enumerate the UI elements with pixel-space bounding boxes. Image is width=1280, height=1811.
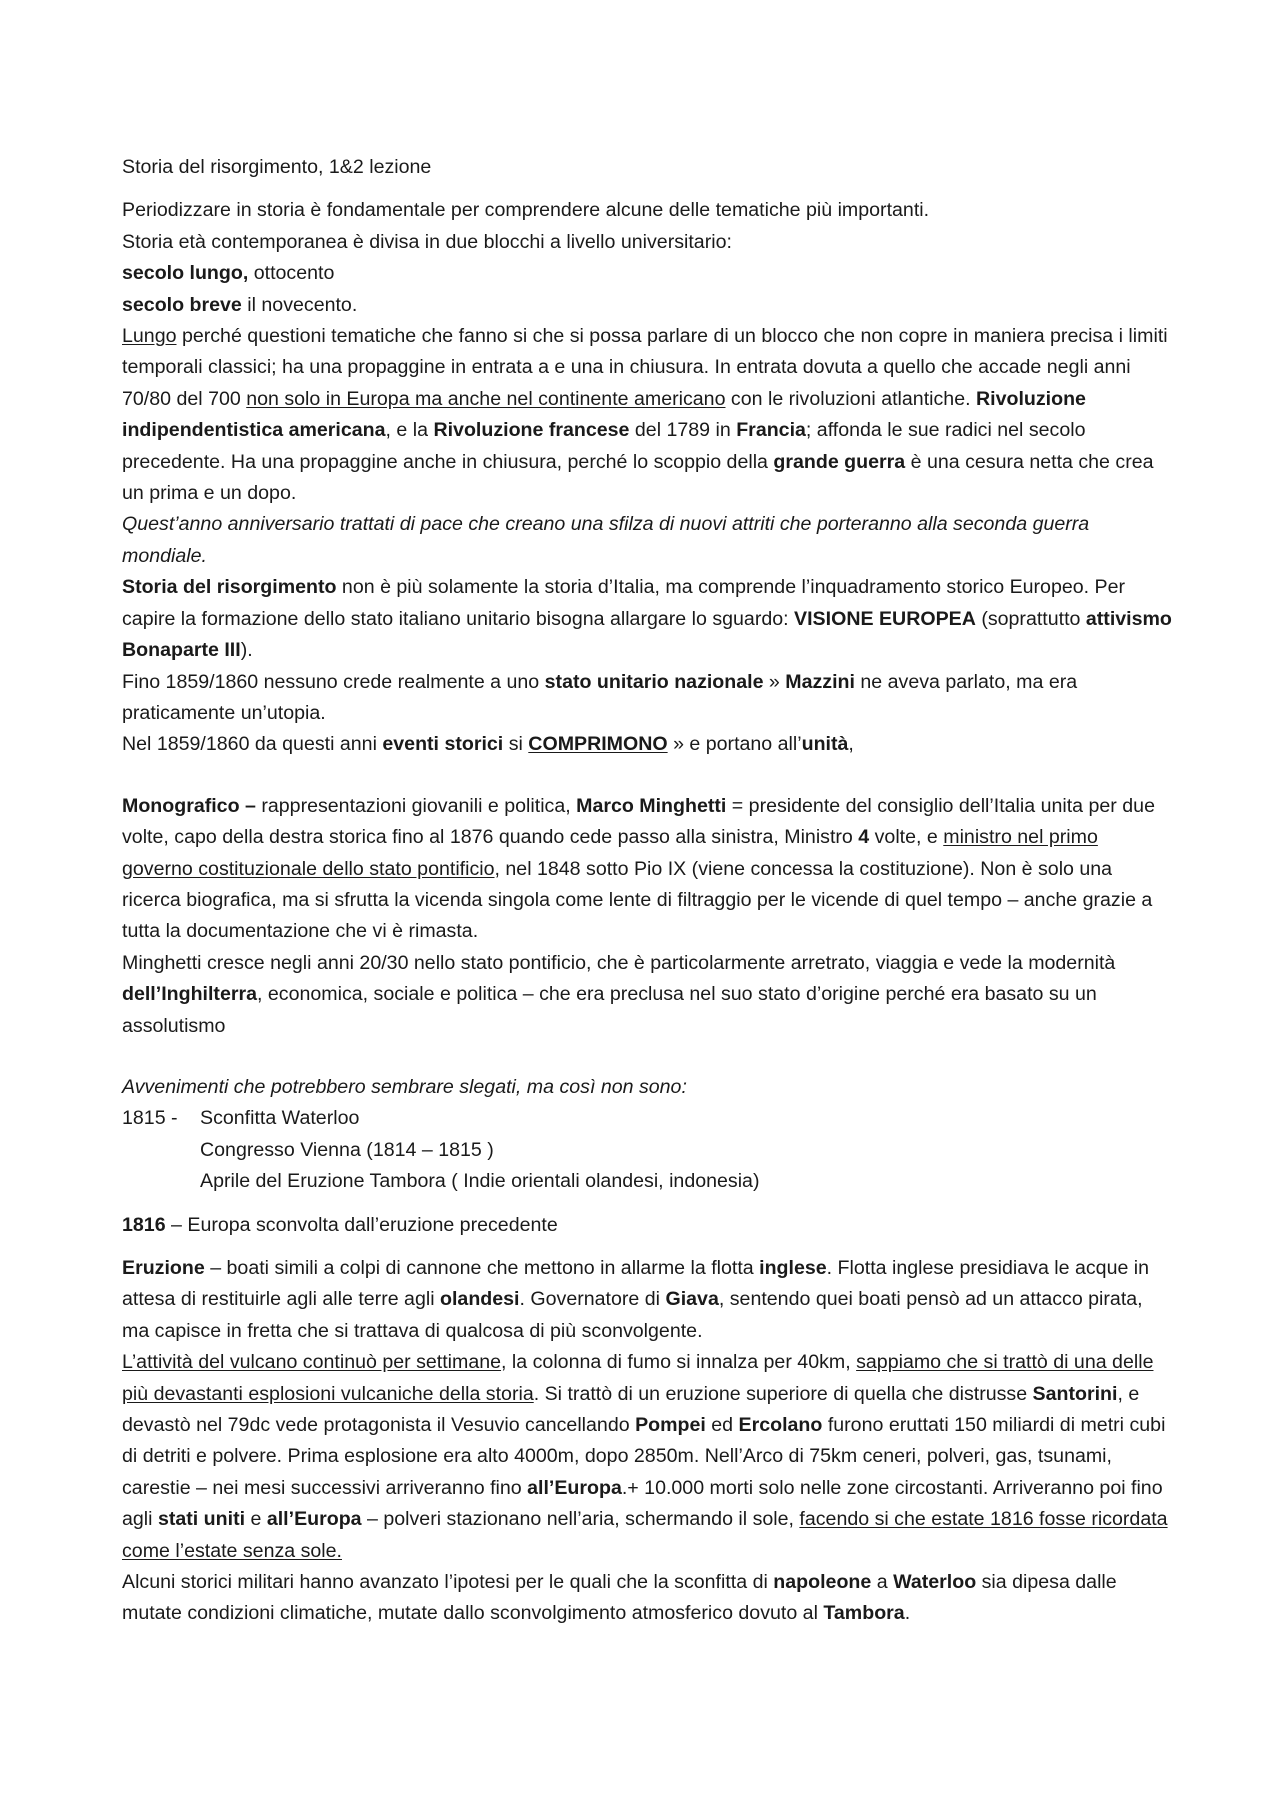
timeline-year: 1815 - <box>122 1107 178 1130</box>
text-run: secolo lungo, <box>122 262 249 285</box>
paragraph-secolo-breve: secolo breve il novecento. <box>122 293 358 316</box>
paragraph-avvenimenti <box>122 1072 1172 1103</box>
document-title: Storia del risorgimento, 1&2 lezione <box>122 156 432 178</box>
text-run: Monografico – <box>122 794 256 817</box>
text-run: grande guerra <box>773 450 906 473</box>
text-run: Santorini <box>1032 1382 1118 1405</box>
paragraph-periodizzare: Periodizzare in storia è fondamentale per comprendere alcune delle tematiche più importanti. <box>122 199 930 222</box>
text-run: Francia <box>736 419 806 442</box>
text-run: Storia del risorgimento <box>122 576 337 599</box>
text-run: eventi storici <box>382 733 504 756</box>
text-run: unità <box>801 733 849 756</box>
text-run: dell’Inghilterra <box>122 983 258 1006</box>
text-run: attivismo Bonaparte III <box>122 607 1172 662</box>
paragraph-storici-militari: Alcuni storici militari hanno avanzato l’ipotesi per le quali che la sconfitta di napoleone a Waterloo sia dipesa dalle mutate condizioni climatiche, mutate dallo sconvolgimento atmosferico dovuto al Tambora. <box>122 1571 1117 1625</box>
text-run: Avvenimenti che potrebbero sembrare slegati, ma così non sono: <box>122 1075 687 1098</box>
timeline-item: Sconfitta Waterloo <box>200 1107 360 1130</box>
text-run: inglese <box>759 1257 827 1279</box>
text-run: COMPRIMONO <box>528 733 668 756</box>
timeline-1815 <box>122 1103 1172 1197</box>
text-run: Lungo <box>122 325 177 348</box>
text-run: 4 <box>858 826 870 849</box>
text-run: 1816 <box>122 1213 166 1236</box>
text-run: Waterloo <box>893 1571 977 1594</box>
text-run: sappiamo che si trattò di una delle più devastanti esplosioni vulcaniche della storia <box>122 1351 1154 1405</box>
paragraph-monografico: Monografico – rappresentazioni giovanili e politica, Marco Minghetti = presidente del consiglio dell’Italia unita per due volte, capo della destra storica fino al 1876 quando cede passo alla sinistra, Ministro 4 volte, e ministro nel primo governo costituzionale dello stato pontificio, nel 1848 sotto Pio IX (viene concessa la costituzione). Non è solo una ricerca biografica, ma si sfrutta la vicenda singola come lente di filtraggio per le vicende di quel tempo – anche grazie a tutta la documentazione che vi è rimasta. <box>122 794 1155 943</box>
text-run: Pompei <box>635 1414 706 1437</box>
timeline-row <box>122 1103 1172 1134</box>
paragraph-storia-risorgimento: Storia del risorgimento non è più solamente la storia d’Italia, ma comprende l’inquadramento storico Europeo. Per capire la formazione dello stato italiano unitario bisogna allargare lo sguardo: VISIONE EUROPEA (soprattutto attivismo Bonaparte III). <box>122 576 1172 662</box>
text-run: napoleone <box>773 1571 872 1594</box>
paragraph-minghetti: Minghetti cresce negli anni 20/30 nello stato pontificio, che è particolarmente arretrato, viaggia e vede la modernità dell’Inghilterra, economica, sociale e politica – che era preclusa nel suo stato d’origine perché era basato su un assolutismo <box>122 951 1116 1037</box>
text-run: stati uniti <box>157 1508 246 1531</box>
paragraph-secolo-lungo: secolo lungo, ottocento <box>122 262 335 285</box>
paragraph-eta-contemporanea: Storia età contemporanea è divisa in due blocchi a livello universitario: <box>122 230 732 253</box>
text-run: olandesi <box>440 1288 520 1311</box>
paragraph-anniversario <box>122 509 1172 572</box>
text-run: Ercolano <box>738 1414 823 1437</box>
text-run: Quest’anno anniversario trattati di pace che creano una sfilza di nuovi attriti che porteranno alla seconda guerra mondiale. <box>122 513 1090 567</box>
text-run: Rivoluzione indipendentistica americana <box>122 387 1086 442</box>
paragraph-eruzione: Eruzione – boati simili a colpi di cannone che mettono in allarme la flotta inglese. Flotta inglese presidiava le acque in attesa di restituirle agli alle terre agli olandesi. Governatore di Giava, sentendo quei boati pensò ad un attacco pirata, ma capisce in fretta che si trattava di qualcosa di più sconvolgente. <box>122 1257 1150 1342</box>
paragraph-nel-1859: Nel 1859/1860 da questi anni eventi storici si COMPRIMONO » e portano all’unità, <box>122 733 854 756</box>
text-run: Giava <box>665 1288 719 1311</box>
text-run: Mazzini <box>785 670 855 693</box>
text-run: Marco Minghetti <box>576 794 727 817</box>
text-run: L’attività del vulcano continuò per settimane <box>122 1351 502 1374</box>
text-run: VISIONE EUROPEA <box>794 607 976 630</box>
text-run: facendo si che estate 1816 fosse ricordata come l’estate senza sole. <box>122 1508 1168 1562</box>
paragraph-attivita-vulcano: L’attività del vulcano continuò per settimane, la colonna di fumo si innalza per 40km, sappiamo che si trattò di una delle più devastanti esplosioni vulcaniche della storia. Si trattò di un eruzione superiore di quella che distrusse Santorini, e devastò nel 79dc vede protagonista il Vesuvio cancellando Pompei ed Ercolano furono eruttati 150 miliardi di metri cubi di detriti e polvere. Prima esplosione era alto 4000m, dopo 2850m. Nell’Arco di 75km ceneri, polveri, gas, tsunami, carestie – nei mesi successivi arriveranno fino all’Europa.+ 10.000 morti solo nelle zone circostanti. Arriveranno poi fino agli stati uniti e all’Europa – polveri stazionano nell’aria, schermando il sole, facendo si che estate 1816 fosse ricordata come l’estate senza sole. <box>122 1351 1168 1562</box>
timeline-item: Congresso Vienna (1814 – 1815 ) <box>200 1138 494 1161</box>
timeline-item: Aprile del Eruzione Tambora ( Indie orientali olandesi, indonesia) <box>200 1170 760 1193</box>
paragraph-lungo: Lungo perché questioni tematiche che fanno si che si possa parlare di un blocco che non copre in maniera precisa i limiti temporali classici; ha una propaggine in entrata a e una in chiusura. In entrata dovuta a quello che accade negli anni 70/80 del 700 non solo in Europa ma anche nel continente americano con le rivoluzioni atlantiche. Rivoluzione indipendentistica americana, e la Rivoluzione francese del 1789 in Francia; affonda le sue radici nel secolo precedente. Ha una propaggine anche in chiusura, perché lo scoppio della grande guerra è una cesura netta che crea un prima e un dopo. <box>122 325 1168 505</box>
text-run: all’Europa <box>527 1476 622 1499</box>
paragraph-fino-1859: Fino 1859/1860 nessuno crede realmente a uno stato unitario nazionale » Mazzini ne aveva parlato, ma era praticamente un’utopia. <box>122 670 1078 724</box>
text-run: stato unitario nazionale <box>544 670 764 693</box>
text-run: non solo in Europa ma anche nel continente americano <box>246 387 726 410</box>
text-run: all’Europa <box>266 1508 362 1531</box>
text-run: Rivoluzione francese <box>433 419 630 442</box>
text-run: Eruzione <box>122 1257 205 1279</box>
text-run: ministro nel primo governo costituzionale dello stato pontificio <box>122 826 1098 880</box>
text-run: Tambora <box>823 1602 905 1625</box>
paragraph-1816: 1816 – Europa sconvolta dall’eruzione precedente <box>122 1213 558 1236</box>
document-page <box>122 152 1172 1630</box>
text-run: secolo breve <box>122 293 242 316</box>
